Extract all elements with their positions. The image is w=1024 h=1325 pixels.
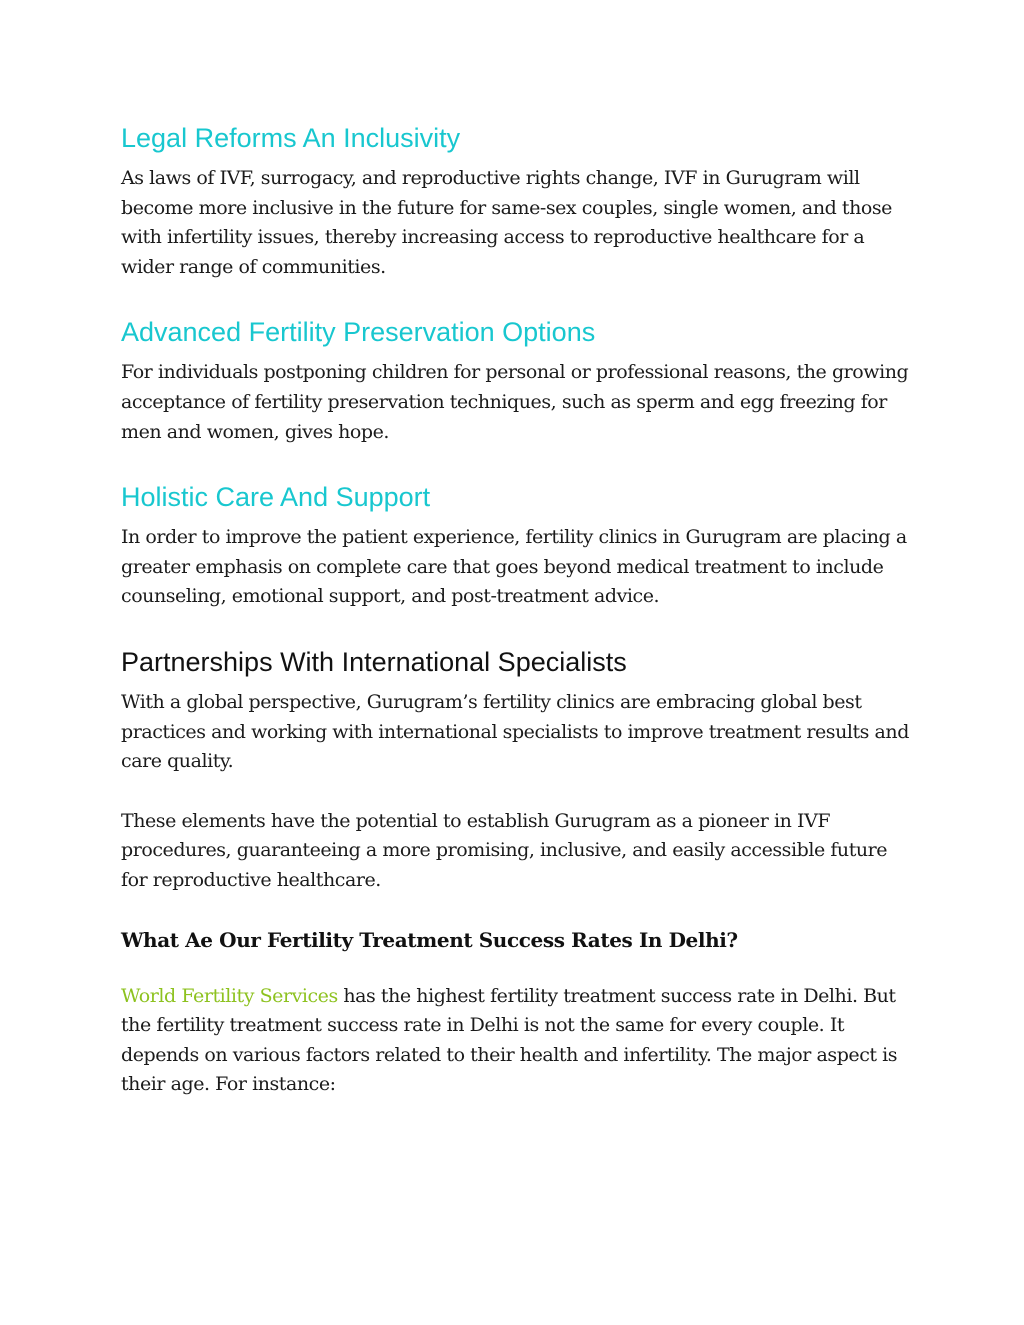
section-body-holistic-care: In order to improve the patient experience, fertility clinics in Gurugram are placing a greater emphasis on complete care that goes beyond medical treatment to include counseling, emotional support, and post-treatment advice. [121,526,907,608]
success-rates-heading: What Ae Our Fertility Treatment Success Rates In Delhi? [121,927,738,952]
section-heading-holistic-care: Holistic Care And Support [121,482,431,513]
document-page [121,118,911,1100]
section-heading-legal-reforms: Legal Reforms An Inclusivity [121,123,461,153]
world-fertility-services-link[interactable]: World Fertility Services [121,984,338,1007]
success-rates-paragraph [121,982,911,1100]
section-body-fertility-preservation: For individuals postponing children for personal or professional reasons, the growing acceptance of fertility preservation techniques, such as sperm and egg freezing for men and women, gives hope. [121,361,909,443]
success-rates-text: has the highest fertility treatment success rate in Delhi. But the fertility treatment success rate in Delhi is not the same for every couple. It depends on various factors related to their health and infertility. The major aspect is their age. For instance: [121,984,898,1096]
section-heading-partnerships: Partnerships With International Specialists [121,646,627,677]
conclusion-paragraph: These elements have the potential to establish Gurugram as a pioneer in IVF procedures, guaranteeing a more promising, inclusive, and easily accessible future for reproductive healthcare. [121,809,888,891]
section-body-partnerships: With a global perspective, Gurugram’s fertility clinics are embracing global best practices and working with international specialists to improve treatment results and care quality. [121,690,909,773]
section-body-legal-reforms: As laws of IVF, surrogacy, and reproductive rights change, IVF in Gurugram will become more inclusive in the future for same-sex couples, single women, and those with infertility issues, thereby increasing access to reproductive healthcare for a wider range of communities. [121,167,892,278]
section-heading-fertility-preservation: Advanced Fertility Preservation Options [121,317,596,348]
